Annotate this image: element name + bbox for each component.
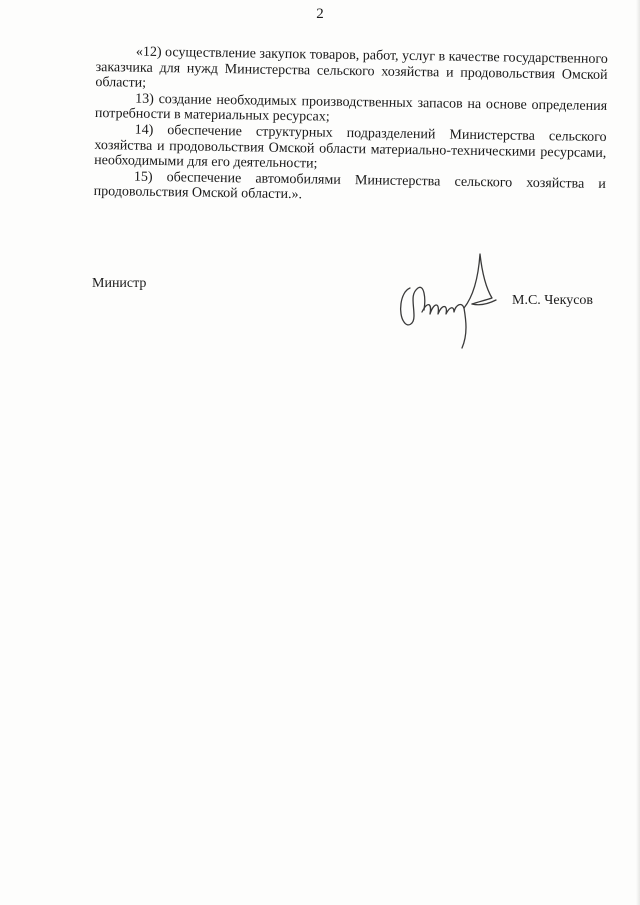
- paragraph-item-14: 14) обеспечение структурных подразделений Министерства сельского хозяйства и продовольствия Омской области материально-техническими ресурсами, необходимыми для его деятельности;: [94, 122, 607, 172]
- page-number: 2: [316, 6, 324, 22]
- signatory-title: Министр: [92, 276, 147, 291]
- signatory-name: М.С. Чекусов: [512, 293, 594, 308]
- paragraph-item-15: 15) обеспечение автомобилями Министерства сельского хозяйства и продовольствия Омской области.».: [93, 169, 606, 203]
- paragraph-item-13: 13) создание необходимых производственных запасов на основе определения потребности в материальных ресурсах;: [94, 91, 608, 126]
- signature-block: [0, 0, 640, 400]
- paragraph-item-12: «12) осуществление закупок товаров, работ, услуг в качестве государственного заказчика для нужд Министерства сельского хозяйства и продовольствия Омской области;: [95, 44, 608, 91]
- handwritten-signature-icon: [392, 242, 504, 354]
- scan-edge-shadow: [636, 0, 640, 905]
